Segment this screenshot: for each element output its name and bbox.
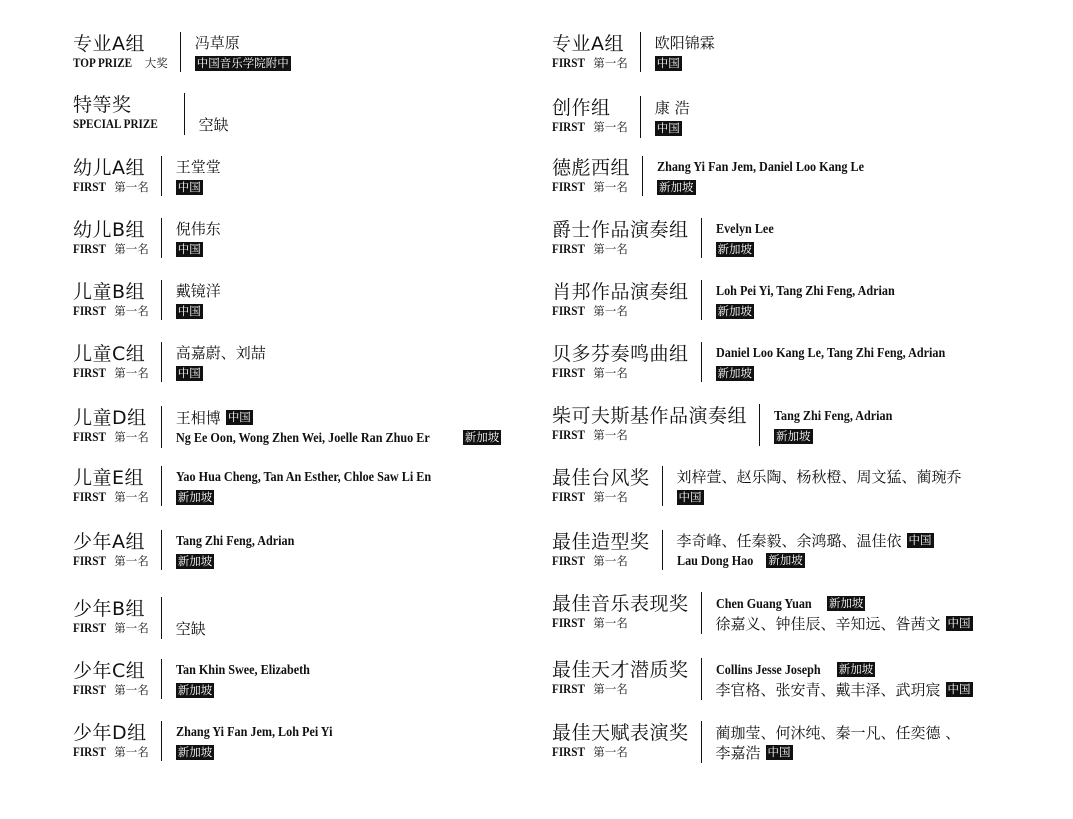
award-entry	[73, 597, 206, 639]
winner-line	[716, 301, 915, 321]
vertical-divider	[640, 32, 641, 72]
category-title: 最佳造型奖	[552, 531, 650, 553]
winner-names-en: Daniel Loo Kang Le, Tang Zhi Feng, Adrian	[715, 344, 945, 360]
award-category	[73, 530, 149, 570]
category-subtitle-zh: 第一名	[114, 554, 149, 568]
winner-line	[176, 301, 221, 321]
category-subtitle-zh: 第一名	[114, 490, 149, 504]
vertical-divider	[161, 597, 162, 639]
award-category	[552, 592, 689, 634]
winner-line	[176, 239, 221, 259]
award-entry	[73, 406, 501, 448]
award-category	[73, 721, 149, 761]
vertical-divider	[161, 721, 162, 761]
category-title: 肖邦作品演奏组	[552, 281, 689, 303]
award-category	[73, 156, 149, 196]
category-subtitle	[552, 119, 628, 135]
award-category	[552, 721, 689, 763]
category-subtitle-zh: 第一名	[593, 428, 628, 442]
winner-line	[195, 33, 291, 53]
winners	[176, 342, 266, 382]
category-title: 柴可夫斯基作品演奏组	[552, 405, 748, 427]
category-subtitle-zh: 第一名	[593, 56, 628, 70]
winner-line	[677, 487, 962, 507]
country-badge: 中国音乐学院附中	[196, 55, 289, 70]
winner-line	[774, 426, 906, 446]
winner-line	[716, 281, 915, 301]
category-title: 少年C组	[73, 660, 146, 682]
winners	[716, 218, 780, 258]
winners	[176, 406, 501, 448]
category-subtitle-en: FIRST	[73, 744, 106, 759]
country-badge: 中国	[656, 120, 680, 135]
vertical-divider	[184, 93, 185, 135]
award-entry	[552, 658, 973, 700]
country-badge: 新加坡	[177, 744, 213, 759]
category-subtitle	[73, 744, 149, 760]
country-badge: 中国	[227, 410, 251, 424]
award-category	[552, 404, 747, 446]
vertical-divider	[161, 466, 162, 506]
award-category	[73, 280, 149, 320]
winner-line	[176, 157, 221, 177]
category-title: 少年D组	[73, 722, 147, 744]
category-subtitle	[552, 241, 689, 257]
category-title: 儿童C组	[73, 343, 146, 365]
winner-line	[176, 363, 266, 383]
winners	[677, 530, 934, 570]
category-subtitle-zh: 第一名	[114, 621, 149, 635]
winner-names-en: Zhang Yi Fan Jem, Loh Pei Yi	[175, 723, 333, 739]
award-entry	[73, 721, 350, 761]
winner-line	[199, 95, 229, 115]
vertical-divider	[161, 659, 162, 699]
vertical-divider	[701, 218, 702, 258]
winners	[176, 721, 350, 761]
award-entry	[73, 659, 325, 699]
category-subtitle-zh: 第一名	[114, 683, 149, 697]
winner-line	[677, 551, 934, 571]
category-subtitle-zh: 第一名	[593, 366, 628, 380]
winner-line	[176, 680, 325, 700]
winner-names-en: Loh Pei Yi, Tang Zhi Feng, Adrian	[715, 282, 895, 298]
winner-names-zh: 刘梓萱、赵乐陶、杨秋橙、周文猛、蔺琬乔	[676, 467, 962, 486]
winner-line	[657, 157, 887, 177]
country-badge: 中国	[767, 745, 791, 759]
award-category	[552, 342, 689, 382]
category-title: 少年B组	[73, 598, 146, 620]
category-title: 最佳天才潜质奖	[552, 659, 689, 681]
winner-line	[176, 177, 221, 197]
vertical-divider	[640, 96, 641, 138]
award-entry	[552, 530, 934, 570]
category-subtitle-en: FIRST	[552, 427, 585, 442]
winner-names-en: Tang Zhi Feng, Adrian	[774, 407, 893, 423]
category-subtitle	[73, 55, 168, 71]
winners	[176, 280, 221, 320]
country-badge: 中国	[177, 365, 201, 380]
winners	[199, 93, 229, 135]
country-badge: 新加坡	[717, 365, 753, 380]
category-subtitle-en: TOP PRIZE	[73, 55, 133, 70]
winners	[677, 466, 962, 506]
category-subtitle-zh: 第一名	[114, 745, 149, 759]
country-badge: 新加坡	[828, 596, 864, 610]
award-category	[73, 659, 149, 699]
winner-line	[176, 742, 350, 762]
winner-names-zh: 戴镜洋	[175, 281, 221, 300]
winners	[176, 156, 221, 196]
category-subtitle-zh: 第一名	[114, 304, 149, 318]
category-subtitle-zh: 第一名	[593, 120, 628, 134]
winner-line	[176, 408, 501, 428]
country-badge: 中国	[177, 303, 201, 318]
winner-line	[176, 467, 459, 487]
vertical-divider	[161, 406, 162, 448]
winner-line	[716, 614, 973, 634]
winners	[716, 280, 915, 320]
award-category	[552, 530, 650, 570]
award-category	[552, 96, 628, 138]
award-entry	[552, 280, 914, 320]
category-subtitle	[73, 365, 149, 381]
winner-names-zh: 李嘉浩	[715, 743, 761, 762]
winner-line	[716, 594, 973, 614]
award-category	[73, 597, 149, 639]
winner-line	[655, 33, 715, 53]
category-subtitle-en: FIRST	[73, 489, 106, 504]
category-title: 儿童D组	[73, 407, 147, 429]
country-badge: 新加坡	[776, 428, 811, 443]
winner-names-en: Yao Hua Cheng, Tan An Esther, Chloe Saw Li En	[175, 468, 431, 484]
category-subtitle-en: FIRST	[73, 365, 106, 380]
winner-line	[176, 219, 221, 239]
category-subtitle	[552, 365, 689, 381]
category-title: 创作组	[552, 97, 611, 119]
winner-line	[176, 722, 350, 742]
award-entry	[552, 721, 960, 763]
winner-names-zh: 康 浩	[654, 98, 690, 117]
winner-names-en: Collins Jesse Joseph	[715, 661, 821, 677]
vertical-divider	[161, 156, 162, 196]
winners	[655, 96, 690, 138]
category-title: 特等奖	[73, 94, 132, 116]
award-entry	[73, 93, 229, 135]
category-title: 儿童B组	[73, 281, 146, 303]
vertical-divider	[161, 218, 162, 258]
winner-line	[655, 53, 715, 73]
country-badge: 中国	[177, 241, 201, 256]
award-category	[73, 218, 149, 258]
winner-line	[716, 219, 780, 239]
winner-line	[677, 531, 934, 551]
right-column	[552, 0, 1072, 819]
winners	[657, 156, 887, 196]
category-subtitle-zh: 第一名	[593, 242, 628, 256]
winner-line	[716, 343, 971, 363]
winner-names-zh: 王相博	[175, 408, 221, 427]
winners	[774, 404, 906, 446]
winners	[716, 592, 973, 634]
award-category	[552, 658, 689, 700]
award-entry	[552, 592, 973, 634]
winner-names-en: Chen Guang Yuan	[715, 595, 812, 611]
award-category	[552, 280, 689, 320]
category-subtitle	[552, 55, 628, 71]
award-entry	[552, 32, 715, 72]
award-entry	[552, 96, 690, 138]
category-subtitle-zh: 第一名	[593, 616, 628, 630]
vertical-divider	[701, 721, 702, 763]
category-subtitle-zh: 第一名	[593, 490, 628, 504]
winner-names-zh: 欧阳锦霖	[654, 33, 715, 52]
winner-names-zh: 李官格、张安青、戴丰泽、武玥宸	[715, 680, 941, 699]
winner-line	[716, 660, 973, 680]
vertical-divider	[161, 342, 162, 382]
winners	[716, 721, 961, 763]
category-title: 少年A组	[73, 531, 145, 553]
category-subtitle	[552, 553, 650, 569]
category-subtitle-zh: 第一名	[114, 180, 149, 194]
winner-names-zh: 徐嘉义、钟佳辰、辛知远、昝茜文	[715, 614, 941, 633]
award-entry	[552, 218, 780, 258]
category-title: 幼儿A组	[73, 157, 145, 179]
winner-names-zh: 空缺	[175, 619, 206, 638]
category-subtitle-en: FIRST	[73, 303, 106, 318]
category-subtitle-en: FIRST	[73, 620, 106, 635]
winner-names-zh: 冯草原	[194, 33, 240, 52]
winners	[176, 530, 308, 570]
vertical-divider	[642, 156, 643, 196]
category-subtitle	[552, 427, 747, 443]
award-entry	[73, 530, 307, 570]
award-entry	[73, 156, 221, 196]
award-category	[73, 466, 149, 506]
winner-line	[176, 343, 266, 363]
category-subtitle-zh: 第一名	[114, 430, 149, 444]
category-subtitle	[73, 682, 149, 698]
winner-names-en: Evelyn Lee	[715, 220, 774, 236]
category-title: 最佳音乐表现奖	[552, 593, 689, 615]
award-category	[552, 466, 650, 506]
winner-line	[716, 363, 971, 383]
winner-line	[655, 118, 690, 138]
category-subtitle-zh: 第一名	[114, 366, 149, 380]
winner-line	[716, 723, 961, 743]
award-entry	[552, 404, 906, 446]
award-category	[552, 218, 689, 258]
category-subtitle-en: FIRST	[552, 303, 585, 318]
winners	[176, 597, 206, 639]
vertical-divider	[759, 404, 760, 446]
winner-names-en: Lau Dong Hao	[676, 552, 753, 568]
award-category	[73, 32, 168, 72]
award-entry	[552, 466, 962, 506]
award-category	[73, 406, 149, 448]
award-category	[552, 32, 628, 72]
vertical-divider	[701, 280, 702, 320]
winners	[176, 466, 459, 506]
category-title: 幼儿B组	[73, 219, 146, 241]
country-badge: 新加坡	[717, 303, 753, 318]
vertical-divider	[701, 592, 702, 634]
winner-names-en: Tang Zhi Feng, Adrian	[175, 532, 295, 548]
category-subtitle	[552, 744, 689, 760]
winners	[176, 659, 325, 699]
country-badge: 中国	[177, 179, 201, 194]
vertical-divider	[662, 530, 663, 570]
vertical-divider	[701, 658, 702, 700]
vertical-divider	[161, 530, 162, 570]
category-subtitle	[73, 429, 149, 445]
winner-names-zh: 王堂堂	[175, 157, 221, 176]
country-badge: 新加坡	[177, 553, 213, 568]
award-entry	[552, 156, 887, 196]
vertical-divider	[180, 32, 181, 72]
category-subtitle	[73, 241, 149, 257]
winner-line	[677, 467, 962, 487]
category-title: 贝多芬奏鸣曲组	[552, 343, 689, 365]
winners	[716, 342, 971, 382]
category-subtitle-en: FIRST	[552, 553, 585, 568]
country-badge: 新加坡	[464, 430, 500, 444]
category-subtitle	[73, 553, 149, 569]
category-subtitle-en: FIRST	[552, 365, 585, 380]
award-entry	[73, 32, 291, 72]
winner-line	[199, 115, 229, 135]
winner-line	[176, 660, 325, 680]
winner-line	[655, 98, 690, 118]
country-badge: 新加坡	[659, 179, 694, 194]
category-subtitle	[73, 620, 149, 636]
category-subtitle	[552, 681, 689, 697]
award-category	[73, 93, 172, 135]
winners	[195, 32, 291, 72]
category-subtitle-en: FIRST	[73, 429, 106, 444]
vertical-divider	[701, 342, 702, 382]
category-subtitle-en: FIRST	[73, 553, 106, 568]
country-badge: 新加坡	[838, 662, 874, 676]
winner-line	[176, 428, 501, 448]
category-title: 爵士作品演奏组	[552, 219, 689, 241]
award-category	[73, 342, 149, 382]
winner-line	[716, 680, 973, 700]
category-subtitle-en: FIRST	[552, 55, 585, 70]
category-title: 儿童E组	[73, 467, 145, 489]
category-title: 德彪西组	[552, 157, 631, 179]
category-subtitle-en: FIRST	[552, 119, 585, 134]
category-title: 最佳天赋表演奖	[552, 722, 689, 744]
category-subtitle-en: FIRST	[552, 615, 585, 630]
winner-line	[176, 599, 206, 619]
winner-names-zh: 高嘉蔚、刘喆	[175, 343, 266, 362]
winner-names-zh: 倪伟东	[175, 219, 221, 238]
winner-line	[716, 743, 961, 763]
category-title: 最佳台风奖	[552, 467, 650, 489]
category-subtitle-zh: 第一名	[593, 180, 628, 194]
winner-line	[176, 281, 221, 301]
category-subtitle	[552, 303, 689, 319]
winner-line	[716, 239, 780, 259]
category-subtitle	[73, 116, 172, 131]
country-badge: 新加坡	[768, 553, 803, 567]
award-entry	[73, 466, 459, 506]
winner-line	[176, 531, 308, 551]
winners	[655, 32, 715, 72]
country-badge: 中国	[678, 489, 702, 504]
category-subtitle-zh: 第一名	[593, 682, 628, 696]
country-badge: 新加坡	[177, 489, 213, 504]
winner-names-zh: 李奇峰、任秦毅、余鸿璐、温佳依	[676, 531, 902, 550]
category-subtitle-en: FIRST	[552, 179, 585, 194]
vertical-divider	[662, 466, 663, 506]
winner-line	[176, 551, 308, 571]
category-subtitle	[73, 303, 149, 319]
category-subtitle-en: FIRST	[552, 241, 585, 256]
category-subtitle-zh: 大奖	[144, 56, 168, 70]
winner-names-zh: 蔺珈莹、何沐纯、秦一凡、任奕德 、	[715, 723, 961, 742]
category-subtitle-en: FIRST	[552, 489, 585, 504]
category-subtitle	[552, 179, 630, 195]
country-badge: 新加坡	[717, 241, 753, 256]
category-subtitle-en: FIRST	[552, 681, 585, 696]
country-badge: 中国	[947, 682, 971, 696]
winners	[176, 218, 221, 258]
award-entry	[73, 280, 221, 320]
category-subtitle-en: FIRST	[73, 179, 106, 194]
winner-line	[176, 619, 206, 639]
country-badge: 中国	[947, 616, 971, 630]
winner-line	[176, 487, 459, 507]
winner-names-zh: 空缺	[198, 115, 229, 134]
winner-line	[774, 406, 906, 426]
winner-line	[195, 53, 291, 73]
category-subtitle	[73, 489, 149, 505]
country-badge: 中国	[656, 55, 680, 70]
vertical-divider	[161, 280, 162, 320]
award-category	[552, 156, 630, 196]
category-subtitle-en: SPECIAL PRIZE	[73, 116, 158, 131]
category-subtitle-en: FIRST	[73, 241, 106, 256]
category-subtitle	[552, 615, 689, 631]
winner-names-en: Tan Khin Swee, Elizabeth	[175, 661, 310, 677]
category-subtitle-zh: 第一名	[114, 242, 149, 256]
category-subtitle-en: FIRST	[552, 744, 585, 759]
category-subtitle-zh: 第一名	[593, 304, 628, 318]
winners	[716, 658, 973, 700]
category-subtitle-zh: 第一名	[593, 554, 628, 568]
winner-names-en: Ng Ee Oon, Wong Zhen Wei, Joelle Ran Zhuo Er	[175, 429, 430, 445]
country-badge: 新加坡	[177, 682, 213, 697]
category-subtitle	[552, 489, 650, 505]
award-entry	[552, 342, 970, 382]
category-title: 专业A组	[73, 33, 145, 55]
winner-line	[657, 177, 887, 197]
left-column	[73, 0, 593, 819]
winner-names-en: Zhang Yi Fan Jem, Daniel Loo Kang Le	[657, 158, 865, 174]
category-subtitle-en: FIRST	[73, 682, 106, 697]
category-subtitle	[73, 179, 149, 195]
award-entry	[73, 218, 221, 258]
category-title: 专业A组	[552, 33, 624, 55]
category-subtitle-zh: 第一名	[593, 745, 628, 759]
award-entry	[73, 342, 266, 382]
country-badge: 中国	[908, 533, 932, 547]
